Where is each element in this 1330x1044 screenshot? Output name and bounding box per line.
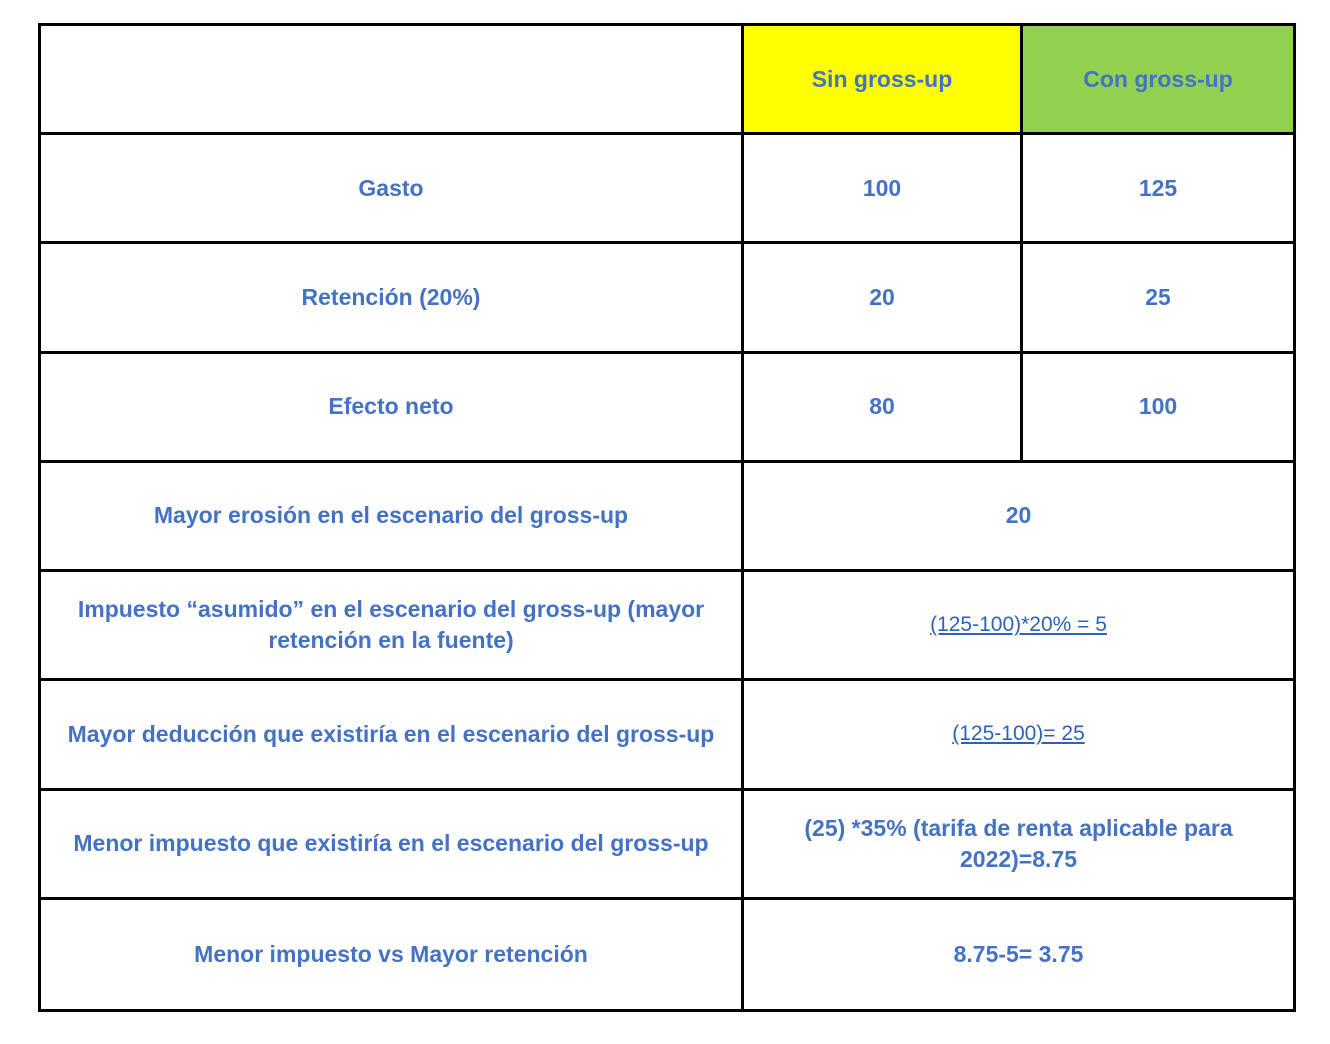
header-corner-cell <box>41 26 744 135</box>
row-label-menor-impuesto-vs-retencion: Menor impuesto vs Mayor retención <box>41 900 744 1009</box>
row-label-menor-impuesto: Menor impuesto que existiría en el escenario del gross-up <box>41 791 744 900</box>
cell-gasto-con: 125 <box>1023 135 1293 244</box>
cell-menor-impuesto-vs-retencion-value: 8.75-5= 3.75 <box>953 940 1084 967</box>
row-label-mayor-erosion: Mayor erosión en el escenario del gross-up <box>41 463 744 572</box>
mayor-deduccion-formula-link[interactable]: (125-100)= 25 <box>952 722 1085 746</box>
row-label-retencion: Retención (20%) <box>41 244 744 353</box>
header-con-gross-up: Con gross-up <box>1023 26 1293 135</box>
cell-impuesto-asumido-value <box>744 572 1293 681</box>
header-sin-gross-up: Sin gross-up <box>744 26 1023 135</box>
cell-mayor-erosion-value: 20 <box>744 463 1293 572</box>
row-label-impuesto-asumido: Impuesto “asumido” en el escenario del gross-up (mayor retención en la fuente) <box>41 572 744 681</box>
cell-retencion-sin: 20 <box>744 244 1023 353</box>
row-label-gasto: Gasto <box>41 135 744 244</box>
cell-mayor-deduccion-value <box>744 681 1293 790</box>
cell-menor-impuesto-value: (25) *35% (tarifa de renta aplicable para 2022)=8.75 <box>744 791 1293 900</box>
cell-efecto-neto-con: 100 <box>1023 354 1293 463</box>
cell-retencion-con: 25 <box>1023 244 1293 353</box>
row-label-mayor-deduccion: Mayor deducción que existiría en el escenario del gross-up <box>41 681 744 790</box>
row-label-efecto-neto: Efecto neto <box>41 354 744 463</box>
cell-gasto-sin: 100 <box>744 135 1023 244</box>
cell-efecto-neto-sin: 80 <box>744 354 1023 463</box>
impuesto-asumido-formula-link[interactable]: (125-100)*20% = 5 <box>930 613 1107 637</box>
gross-up-table <box>38 23 1296 1012</box>
